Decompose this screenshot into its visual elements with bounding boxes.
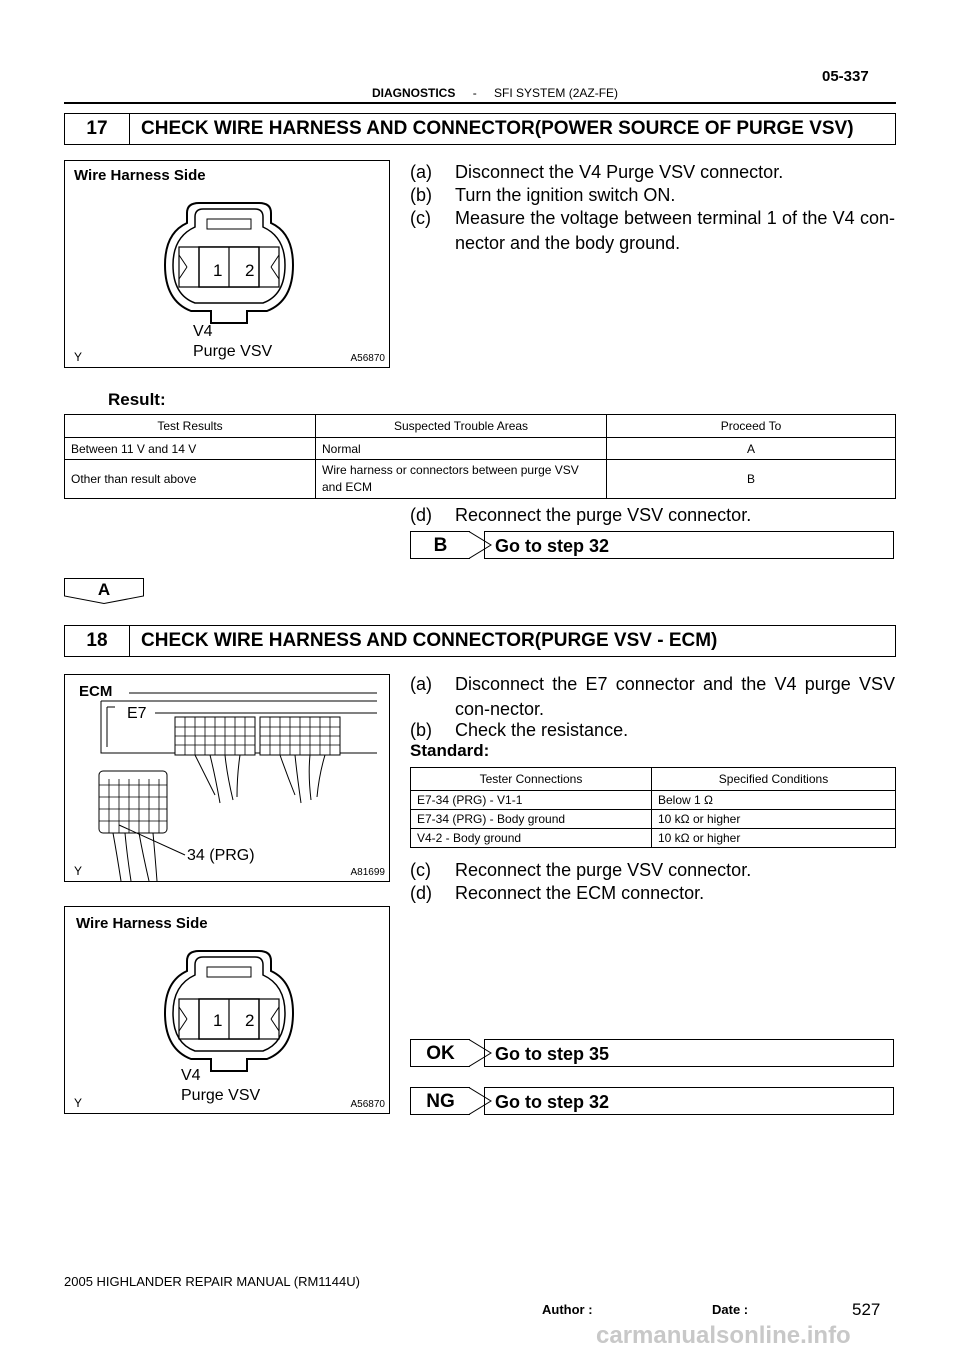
step-text: Turn the ignition switch ON. (455, 185, 676, 205)
table-cell: E7-34 (PRG) - V1-1 (411, 791, 652, 810)
table-header: Proceed To (607, 415, 896, 438)
table-cell: 10 kΩ or higher (652, 829, 896, 848)
table-row (65, 460, 896, 499)
goto-destination: Go to step 35 (484, 1039, 894, 1067)
header-rule (64, 102, 896, 104)
step-text: Reconnect the purge VSV connector. (455, 860, 752, 880)
pin-label: 34 (PRG) (187, 847, 255, 864)
step-label: (b) (410, 185, 432, 205)
table-header-row (65, 415, 896, 438)
table-cell: Below 1 Ω (652, 791, 896, 810)
connector-code: V4 (181, 1067, 201, 1084)
step-number: 18 (65, 626, 130, 656)
table-header: Tester Connections (411, 768, 652, 791)
step-17-c (410, 206, 896, 256)
step-label: (d) (410, 883, 432, 903)
figure-y-mark: Y (74, 1096, 83, 1110)
step-text: Disconnect the V4 Purge VSV connector. (455, 162, 784, 182)
step-text: Reconnect the purge VSV connector. (455, 505, 752, 525)
step-text: Reconnect the ECM connector. (455, 883, 705, 903)
connector-drawing (159, 199, 299, 331)
goto-destination: Go to step 32 (484, 531, 894, 559)
step-17-a (410, 160, 896, 185)
table-cell: V4-2 - Body ground (411, 829, 652, 848)
step-18-c (410, 858, 896, 883)
step-label: (a) (410, 674, 432, 694)
step-label: (c) (410, 208, 431, 228)
header-title (372, 86, 618, 100)
date-label: Date : (712, 1302, 749, 1317)
step-title: CHECK WIRE HARNESS AND CONNECTOR(PURGE VSV - ECM) (141, 630, 718, 651)
goto-ok (410, 1039, 894, 1067)
result-table (64, 414, 896, 499)
table-row (411, 791, 896, 810)
step-label: (d) (410, 505, 432, 525)
table-cell: B (607, 460, 896, 499)
figure-code: A56870 (350, 1099, 385, 1110)
table-cell: Between 11 V and 14 V (65, 438, 316, 460)
ecm-connector-figure (64, 674, 390, 882)
header-dash: - (472, 86, 477, 100)
page-footer-number: 527 (852, 1300, 881, 1319)
table-header: Specified Conditions (652, 768, 896, 791)
author-label: Author : (542, 1302, 593, 1317)
step-18-heading (64, 625, 896, 657)
table-cell: Wire harness or connectors between purge VSV and ECM (316, 460, 607, 499)
table-cell: E7-34 (PRG) - Body ground (411, 810, 652, 829)
table-row (65, 438, 896, 460)
step-18-d (410, 881, 896, 906)
result-tag: OK (410, 1039, 470, 1067)
step-label: (c) (410, 860, 431, 880)
step-label: (a) (410, 162, 432, 182)
pin-1-label: 1 (213, 261, 223, 280)
figure-heading: Wire Harness Side (74, 167, 206, 184)
standard-table (410, 767, 896, 848)
table-cell: Other than result above (65, 460, 316, 499)
step-18-b (410, 718, 896, 743)
connector-drawing (159, 947, 299, 1079)
table-header: Test Results (65, 415, 316, 438)
step-18-a (410, 672, 896, 722)
table-cell: 10 kΩ or higher (652, 810, 896, 829)
table-row (411, 829, 896, 848)
result-label: Result: (108, 390, 166, 409)
figure-y-mark: Y (74, 350, 83, 364)
a-tab-label: A (97, 580, 111, 599)
figure-code: A81699 (350, 867, 385, 878)
pin-1-label: 1 (213, 1011, 223, 1030)
step-17-d (410, 503, 896, 528)
table-header-row (411, 768, 896, 791)
table-cell: Normal (316, 438, 607, 460)
pin-2-label: 2 (245, 1011, 255, 1030)
step-label: (b) (410, 720, 432, 740)
manual-title: 2005 HIGHLANDER REPAIR MANUAL (RM1144U) (64, 1274, 360, 1289)
result-tag: B (410, 531, 470, 559)
table-header: Suspected Trouble Areas (316, 415, 607, 438)
header-section: DIAGNOSTICS (372, 86, 456, 100)
goto-ng (410, 1087, 894, 1115)
step-17-heading (64, 113, 896, 145)
figure-heading: ECM (79, 683, 113, 700)
connector-code: V4 (193, 323, 213, 340)
table-row (411, 810, 896, 829)
step-title: CHECK WIRE HARNESS AND CONNECTOR(POWER SOURCE OF PURGE VSV) (141, 118, 854, 139)
step-text: Check the resistance. (455, 720, 629, 740)
table-cell: A (607, 438, 896, 460)
header-subsystem: SFI SYSTEM (2AZ-FE) (494, 86, 619, 100)
result-tag: NG (410, 1087, 470, 1115)
connector-code: E7 (127, 705, 147, 722)
step-17-b (410, 183, 896, 208)
figure-code: A56870 (350, 353, 385, 364)
figure-heading: Wire Harness Side (76, 915, 208, 932)
step-number: 17 (65, 114, 130, 144)
standard-label: Standard: (410, 741, 490, 760)
part-name: Purge VSV (193, 343, 273, 360)
step-text: Disconnect the E7 connector and the V4 purge VSV con-nector. (455, 674, 895, 719)
figure-y-mark: Y (74, 864, 83, 878)
goto-destination: Go to step 32 (484, 1087, 894, 1115)
page-number: 05-337 (822, 68, 869, 85)
part-name: Purge VSV (181, 1087, 261, 1104)
step-text: Measure the voltage between terminal 1 of the V4 con-nector and the body ground. (455, 208, 895, 253)
pin-2-label: 2 (245, 261, 255, 280)
goto-b (410, 531, 894, 559)
v4-connector-figure (64, 160, 390, 368)
v4-connector-figure-2 (64, 906, 390, 1114)
watermark[interactable]: carmanualsonline.info (596, 1322, 851, 1349)
